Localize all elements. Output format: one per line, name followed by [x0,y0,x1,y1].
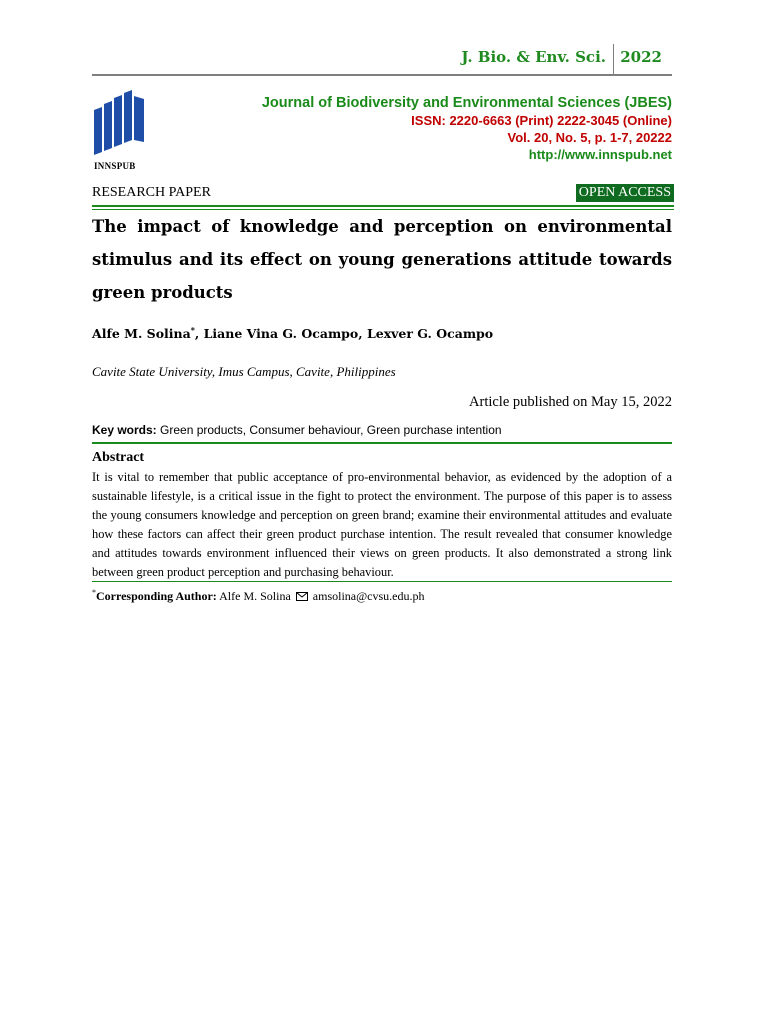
corresponding-author [92,588,425,604]
author-rest: , Liane Vina G. Ocampo, Lexver G. Ocampo [194,326,494,342]
corresponding-email-link[interactable]: amsolina@cvsu.edu.ph [312,589,425,603]
logo-text: INNSPUB [94,161,136,171]
abstract-text: It is vital to remember that public acceptance of pro-environmental behavior, as evidenced by the adoption of a sustainable lifestyle, is a critical issue in the fight to protect the environment. The purpose of this paper is to assess the young consumers knowledge and perception on green brand; examine their environmental attitudes and evaluate how these factors can affect their green product purchase intention. The result revealed that consumer knowledge and attitudes towards environment influenced their views on green products. It also demonstrated a strong link between green product perception and purchasing behaviour. [92,470,672,579]
abstract-heading: Abstract [92,450,145,465]
keywords [92,423,502,437]
affiliation: Cavite State University, Imus Campus, Cavite, Philippines [92,364,396,379]
running-head-divider [613,44,614,74]
journal-issn: ISSN: 2220-6663 (Print) 2222-3045 (Online) [411,113,672,128]
corresponding-name: Alfe M. Solina [216,589,294,603]
author-list [92,325,493,341]
running-head-year: 2022 [620,48,662,66]
corresponding-mark: * [92,588,96,597]
abstract-rule [92,581,672,582]
keywords-rule [92,442,672,444]
innspub-logo-icon [92,90,148,172]
envelope-icon [296,592,308,601]
open-access-badge: OPEN ACCESS [576,184,674,202]
keywords-value: Green products, Consumer behaviour, Green purchase intention [156,423,502,437]
corresponding-label: Corresponding Author: [96,589,217,603]
running-head [92,44,672,76]
running-head-journal: J. Bio. & Env. Sci. [461,48,606,66]
journal-volume: Vol. 20, No. 5, p. 1-7, 20222 [507,130,672,145]
author-mark: * [190,325,195,335]
journal-url-link[interactable]: http://www.innspub.net [528,147,672,162]
keywords-label: Key words: [92,423,157,437]
article-title: The impact of knowledge and perception on environmental stimulus and its effect on young generations attitude towards green products [92,217,672,302]
journal-masthead [262,95,672,163]
paper-type: RESEARCH PAPER [92,185,211,200]
publication-date: Article published on May 15, 2022 [469,394,672,410]
author-first: Alfe M. Solina [92,326,191,342]
paper-type-row [92,184,674,204]
journal-title: Journal of Biodiversity and Environmental Sciences (JBES) [261,95,672,111]
